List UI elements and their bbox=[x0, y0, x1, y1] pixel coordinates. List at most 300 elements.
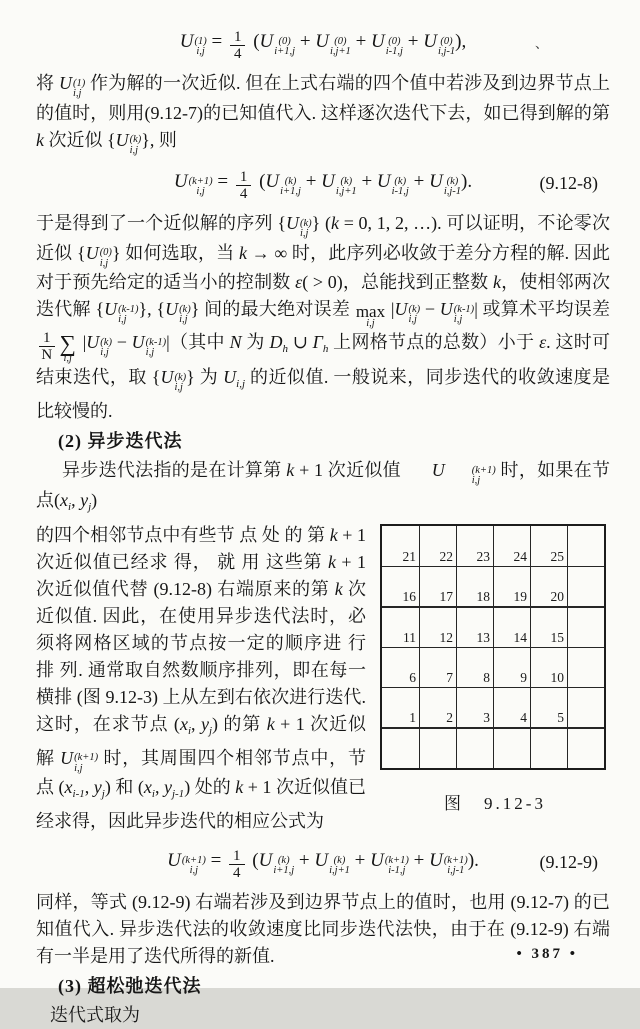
text-run: ) bbox=[91, 489, 98, 510]
text-run: + bbox=[300, 171, 322, 192]
math-subscript: i,j bbox=[408, 314, 417, 325]
u-term bbox=[116, 127, 142, 157]
sup-sub-stack bbox=[74, 753, 98, 774]
math-var: U bbox=[259, 31, 274, 52]
math-superscript: (1) bbox=[73, 77, 86, 89]
equation-number-9-12-8: (9.12-8) bbox=[539, 173, 598, 193]
lead-line bbox=[36, 1002, 610, 1029]
math-superscript: (k) bbox=[277, 854, 290, 866]
formula-3-content bbox=[167, 848, 479, 881]
u-term bbox=[377, 164, 409, 200]
sup-sub-stack bbox=[146, 338, 166, 359]
math-subscript: i,j bbox=[99, 257, 109, 269]
math-var: Γ bbox=[312, 332, 323, 352]
text-run: } 为 bbox=[186, 367, 224, 387]
math-var: U bbox=[371, 31, 385, 52]
text-run: ) 处的 bbox=[184, 777, 236, 797]
sup-sub-stack bbox=[454, 305, 474, 326]
math-var: U bbox=[429, 171, 443, 192]
math-var: U bbox=[429, 850, 443, 871]
math-subscript: i,j+1 bbox=[330, 46, 351, 57]
math-var: U bbox=[85, 242, 99, 263]
section-heading-2: (2) 异步迭代法 bbox=[58, 431, 183, 451]
formula-2-content bbox=[173, 169, 473, 202]
u-term bbox=[423, 24, 455, 60]
text-run: } 间的最大绝对误差 bbox=[190, 299, 355, 319]
u-term bbox=[167, 843, 206, 879]
math-subscript: i,j bbox=[174, 382, 183, 393]
u-term bbox=[370, 843, 409, 879]
grid-node-number: 10 bbox=[550, 669, 564, 685]
sup-sub-stack bbox=[130, 135, 142, 156]
text-run: + 1 次近似值代替 (9.12-8) 右端原来的第 bbox=[36, 551, 366, 599]
math-subscript: i,j+1 bbox=[329, 865, 350, 876]
grid-node-number: 19 bbox=[513, 589, 527, 605]
sup-sub-stack bbox=[444, 177, 461, 198]
text-run: ，使相邻两次迭代解 { bbox=[36, 272, 611, 319]
u-term bbox=[440, 296, 474, 326]
math-subscript: i,j bbox=[73, 88, 82, 99]
grid-node-number: 20 bbox=[550, 589, 564, 605]
numerator: 1 bbox=[39, 331, 55, 347]
paragraph-1 bbox=[36, 70, 610, 156]
math-var: U bbox=[165, 299, 179, 319]
sup-sub-stack bbox=[446, 466, 496, 487]
grid-node-number: 1 bbox=[409, 710, 416, 726]
math-superscript: (k) bbox=[300, 217, 312, 229]
text-run: ). bbox=[461, 171, 473, 192]
text-run: 上网格节点的总数）小于 bbox=[328, 332, 540, 352]
grid-node-number: 25 bbox=[550, 548, 564, 564]
text-run: , bbox=[71, 489, 81, 510]
u-term bbox=[265, 164, 301, 200]
math-superscript: (k) bbox=[446, 175, 459, 187]
sup-sub-stack bbox=[280, 177, 301, 198]
math-var: U bbox=[315, 31, 330, 52]
text-run: ( bbox=[254, 171, 266, 192]
sup-sub-stack bbox=[174, 373, 186, 394]
math-superscript: (k) bbox=[394, 175, 407, 187]
u-term bbox=[429, 164, 461, 200]
sup-sub-stack bbox=[385, 856, 409, 877]
math-subscript: i,j bbox=[196, 46, 205, 57]
text-run: }, 则 bbox=[141, 129, 177, 150]
u-term bbox=[371, 24, 403, 60]
grid-node-number: 14 bbox=[513, 629, 527, 645]
formula-1 bbox=[36, 24, 610, 62]
math-superscript: (1) bbox=[194, 35, 207, 47]
u-term bbox=[132, 329, 166, 359]
fraction bbox=[39, 331, 55, 363]
math-subscript: j bbox=[101, 788, 105, 800]
text-run: }, { bbox=[138, 299, 166, 319]
math-var: k bbox=[36, 129, 44, 150]
u-term bbox=[180, 24, 207, 60]
u-term bbox=[60, 745, 98, 775]
math-superscript: (k+1) bbox=[188, 175, 213, 187]
math-var: U bbox=[431, 460, 445, 480]
sum-operator bbox=[60, 333, 76, 364]
denominator: 4 bbox=[233, 46, 242, 62]
math-superscript: (k) bbox=[408, 303, 421, 315]
math-subscript: i,j bbox=[236, 378, 246, 390]
sup-sub-stack bbox=[330, 37, 351, 58]
math-subscript: i+1,j bbox=[274, 46, 296, 57]
text-run: 异步迭代法指的是在计算第 bbox=[62, 460, 287, 480]
math-superscript: (k) bbox=[284, 175, 297, 187]
sup-sub-stack bbox=[392, 177, 409, 198]
u-term bbox=[286, 210, 312, 240]
fraction bbox=[230, 30, 246, 62]
sup-sub-stack bbox=[300, 219, 312, 240]
math-superscript: (0) bbox=[388, 35, 401, 47]
sup-sub-stack bbox=[189, 177, 213, 198]
u-term bbox=[165, 296, 191, 326]
sup-sub-stack bbox=[100, 338, 112, 359]
math-var: y bbox=[163, 777, 172, 797]
math-subscript: h bbox=[282, 343, 288, 355]
math-subscript: i,j+1 bbox=[335, 186, 357, 197]
math-subscript: j-1 bbox=[171, 788, 185, 800]
math-superscript: (k+1) bbox=[384, 854, 409, 866]
text-run: + bbox=[408, 850, 430, 871]
sup-sub-stack bbox=[408, 305, 420, 326]
math-var: y bbox=[93, 777, 102, 797]
figure-caption: 图 9.12-3 bbox=[444, 793, 546, 813]
fraction bbox=[236, 170, 252, 202]
math-var: U bbox=[439, 299, 453, 319]
math-subscript: h bbox=[322, 343, 329, 355]
math-var: k bbox=[286, 460, 295, 480]
math-superscript: (0) bbox=[278, 35, 291, 47]
math-var: k bbox=[329, 524, 338, 545]
math-subscript: i+1,j bbox=[280, 186, 301, 197]
text-run: 的四个相邻节点中有些节 点 处 的 第 bbox=[36, 524, 330, 545]
math-var: U bbox=[314, 850, 329, 871]
math-subscript: i,j-1 bbox=[443, 186, 462, 197]
math-var: U bbox=[115, 129, 129, 150]
paragraph-3-intro bbox=[36, 457, 610, 521]
under-subscript: i,j bbox=[366, 318, 375, 329]
grid-line-horizontal bbox=[382, 687, 604, 688]
math-var: x bbox=[60, 489, 68, 510]
grid-node-number: 21 bbox=[402, 548, 416, 564]
math-subscript: i-1,j bbox=[388, 865, 406, 876]
text-run: 同样，等式 (9.12-9) 右端若涉及到边界节点上的值时，也用 (9.12-7) 的已知值代入. 异步迭代法的收敛速度比同步迭代法快，由于在 (9.12-9) 右端有一半是用了迭代所得的新值. bbox=[36, 892, 610, 966]
math-subscript: j bbox=[208, 724, 212, 737]
text-run: + bbox=[408, 171, 430, 192]
text-run: ( bbox=[248, 31, 260, 52]
text-run: + 1 次近似值已经求得，因此异步迭代的相应公式为 bbox=[36, 777, 366, 831]
math-superscript: (k) bbox=[174, 371, 187, 383]
math-subscript: i,j-1 bbox=[437, 46, 456, 57]
math-subscript: i,j bbox=[179, 314, 188, 325]
math-superscript: (k) bbox=[333, 854, 346, 866]
formula-3 bbox=[36, 843, 610, 881]
page-number: • 387 • bbox=[516, 946, 578, 962]
figure-9-12-3 bbox=[366, 524, 610, 817]
text-run: − bbox=[111, 332, 132, 352]
math-superscript: (k-1) bbox=[453, 303, 475, 315]
math-var: U bbox=[394, 299, 408, 319]
text-run: + bbox=[356, 171, 377, 192]
math-var: U bbox=[223, 367, 237, 387]
grid-node-number: 16 bbox=[402, 589, 416, 605]
sup-sub-stack bbox=[438, 37, 455, 58]
grid-line-horizontal bbox=[382, 647, 604, 648]
math-var: ε bbox=[295, 272, 303, 292]
grid-line-horizontal bbox=[382, 606, 604, 607]
text-run: | 或算术平均误差 bbox=[474, 299, 611, 319]
math-var: k bbox=[266, 713, 275, 734]
grid-node-number: 5 bbox=[557, 710, 564, 726]
math-var: x bbox=[143, 777, 152, 797]
math-var: U bbox=[86, 332, 100, 352]
fraction bbox=[229, 849, 245, 881]
stray-mark: 、 bbox=[534, 36, 548, 51]
text-figure-row bbox=[36, 522, 610, 836]
u-term bbox=[314, 843, 350, 879]
text-run: | bbox=[77, 332, 87, 352]
text-run: 时，其周围四个相邻节点中，节点 ( bbox=[36, 747, 366, 797]
formula-1-content bbox=[179, 29, 467, 62]
text-run: 的近似值. 一般说来，同步迭代的收敛速度是比较慢的. bbox=[36, 367, 611, 421]
math-superscript: (0) bbox=[440, 35, 453, 47]
math-var: y bbox=[200, 713, 209, 734]
u-term bbox=[160, 364, 186, 394]
text-run: + bbox=[402, 31, 424, 52]
math-subscript: i-1,j bbox=[385, 46, 403, 57]
math-var: U bbox=[423, 31, 437, 52]
math-subscript: i,j bbox=[118, 314, 127, 325]
math-var: k bbox=[235, 777, 244, 797]
math-subscript: i bbox=[151, 788, 155, 800]
math-var: k bbox=[334, 578, 343, 599]
math-subscript: i,j-1 bbox=[447, 865, 465, 876]
math-subscript: i-1 bbox=[72, 788, 85, 800]
text-run: ) 和 ( bbox=[104, 777, 144, 797]
math-subscript: i,j bbox=[471, 475, 481, 486]
text-run: + 1 次近似解 bbox=[36, 713, 367, 768]
text-run: ), bbox=[455, 31, 467, 52]
math-subscript: i,j bbox=[129, 144, 139, 156]
u-term bbox=[260, 24, 296, 60]
grid-node-number: 15 bbox=[550, 629, 564, 645]
math-subscript: i,j bbox=[189, 865, 199, 876]
text-run: = bbox=[206, 31, 227, 52]
math-var: y bbox=[80, 489, 89, 510]
text-run: → ∞ 时，此序列必收敛于差分方程的解. 因此对于预先给定的适当小的控制数 bbox=[36, 242, 610, 292]
text-run: ( bbox=[247, 850, 259, 871]
u-term bbox=[406, 457, 496, 487]
text-run: ) 的第 bbox=[212, 713, 267, 734]
grid-line-horizontal bbox=[382, 727, 604, 728]
u-term bbox=[174, 164, 213, 200]
grid-node-number: 2 bbox=[446, 710, 453, 726]
u-term bbox=[104, 296, 138, 326]
text-run: − bbox=[420, 299, 440, 319]
math-subscript: i-1,j bbox=[391, 186, 409, 197]
text-run: = bbox=[212, 171, 233, 192]
math-var: U bbox=[321, 171, 335, 192]
sup-sub-stack bbox=[118, 305, 138, 326]
math-var: U bbox=[258, 850, 273, 871]
math-var: ε bbox=[539, 332, 547, 352]
u-term bbox=[394, 296, 420, 326]
sup-sub-stack bbox=[182, 856, 206, 877]
math-var: k bbox=[328, 551, 336, 572]
math-superscript: (k) bbox=[340, 175, 353, 187]
math-var: k bbox=[239, 242, 248, 263]
grid-node-number: 23 bbox=[476, 548, 490, 564]
sup-sub-stack bbox=[179, 305, 191, 326]
math-var: U bbox=[167, 850, 181, 871]
text-run: , bbox=[84, 777, 94, 797]
u-term bbox=[86, 240, 112, 270]
sigma-icon: ∑ bbox=[59, 331, 76, 356]
text-run: ( > 0)，总能找到正整数 bbox=[302, 272, 493, 292]
grid-node-number: 12 bbox=[439, 629, 453, 645]
max-operator bbox=[356, 304, 385, 329]
text-run: + 1 次近似值已经求 得， 就 用 这些第 bbox=[36, 524, 367, 572]
sup-sub-stack bbox=[273, 856, 294, 877]
grid-line-horizontal bbox=[382, 566, 604, 567]
denominator: N bbox=[41, 347, 53, 363]
math-var: k bbox=[492, 272, 501, 292]
text-run: 迭代式取为 bbox=[50, 1005, 140, 1025]
text-run: 作为解的一次近似. 但在上式右端的四个值中若涉及到边界节点上的值时，则用(9.12-7)的已知值代入. 这样逐次迭代下去，如已得到解的第 bbox=[36, 73, 610, 123]
math-subscript: i,j bbox=[145, 347, 155, 358]
denominator: 4 bbox=[233, 865, 241, 881]
under-subscript: i,j bbox=[63, 353, 72, 364]
sup-sub-stack bbox=[274, 37, 295, 58]
math-var: D bbox=[269, 332, 283, 352]
text-run: ∪ bbox=[287, 332, 313, 352]
math-superscript: (k) bbox=[129, 134, 142, 145]
grid-node-number: 3 bbox=[483, 710, 490, 726]
paragraph-3-left-column bbox=[36, 522, 366, 836]
math-superscript: (0) bbox=[99, 247, 112, 258]
math-superscript: (0) bbox=[334, 35, 347, 47]
math-subscript: i bbox=[68, 500, 72, 513]
operator-name: max bbox=[355, 302, 386, 321]
u-term bbox=[59, 70, 85, 100]
math-var: U bbox=[104, 299, 118, 319]
math-var: U bbox=[370, 850, 384, 871]
math-superscript: (k+1) bbox=[74, 752, 99, 763]
u-term bbox=[429, 843, 468, 879]
text-run: |（其中 bbox=[166, 332, 230, 352]
math-subscript: i,j bbox=[100, 347, 109, 358]
numerator: 1 bbox=[236, 170, 252, 186]
text-run: } ( bbox=[311, 213, 331, 233]
grid-node-number: 17 bbox=[439, 589, 453, 605]
numerator: 1 bbox=[230, 30, 246, 46]
grid-node-number: 4 bbox=[520, 710, 527, 726]
sup-sub-stack bbox=[336, 177, 357, 198]
text-run: = bbox=[205, 850, 227, 871]
math-subscript: i,j bbox=[196, 186, 205, 197]
math-var: N bbox=[229, 332, 242, 352]
grid-node-number: 11 bbox=[403, 629, 416, 645]
section-heading-3: (3) 超松弛迭代法 bbox=[58, 976, 202, 996]
text-run: + bbox=[295, 31, 316, 52]
grid-node-number: 18 bbox=[476, 589, 490, 605]
math-var: x bbox=[64, 777, 73, 797]
text-run: 为 bbox=[241, 332, 270, 352]
math-superscript: (k) bbox=[179, 303, 191, 315]
math-superscript: (k-1) bbox=[145, 336, 167, 348]
text-run: ). bbox=[467, 850, 479, 871]
text-run: . 这时可结束迭代，取 { bbox=[36, 332, 611, 387]
sup-sub-stack bbox=[329, 856, 350, 877]
text-run: + bbox=[349, 850, 371, 871]
grid-node-number: 8 bbox=[483, 669, 490, 685]
math-var: U bbox=[286, 213, 299, 233]
text-run: + 1 次近似值 bbox=[294, 460, 406, 480]
text-run: 于是得到了一个近似解的序列 { bbox=[36, 213, 286, 233]
math-var: U bbox=[60, 747, 74, 768]
grid-node-number: 9 bbox=[520, 669, 527, 685]
text-run: + bbox=[294, 850, 315, 871]
math-var: k bbox=[331, 213, 339, 233]
text-run: , bbox=[191, 713, 201, 734]
u-term bbox=[86, 329, 112, 359]
text-run: 次近似值. 因此，在使用异步迭代法时，必须将网格区域的节点按一定的顺序进 行 排 列. 通常取自然数顺序排列，即在每一横排 (图 9.12-3) 上从左到右依次进行迭代. 这时，在求节点 ( bbox=[36, 578, 367, 734]
math-var: U bbox=[173, 171, 188, 192]
sup-sub-stack bbox=[444, 856, 468, 877]
math-superscript: (k+1) bbox=[181, 854, 206, 866]
math-var: U bbox=[265, 171, 280, 192]
text-run: | bbox=[386, 299, 395, 319]
math-var: U bbox=[160, 367, 174, 387]
math-superscript: (k+1) bbox=[443, 854, 468, 866]
sup-sub-stack bbox=[73, 79, 85, 100]
math-subscript: i,j bbox=[300, 228, 309, 239]
math-subscript: i+1,j bbox=[273, 865, 295, 876]
text-run: , bbox=[154, 777, 164, 797]
numerator: 1 bbox=[229, 849, 245, 865]
grid-node-number: 13 bbox=[476, 629, 490, 645]
grid-node-number: 6 bbox=[409, 669, 416, 685]
u-term bbox=[259, 843, 295, 879]
math-subscript: j bbox=[88, 500, 92, 513]
text-run: + bbox=[350, 31, 372, 52]
math-subscript: i,j bbox=[453, 314, 463, 325]
grid-figure bbox=[380, 524, 606, 770]
u-term bbox=[321, 164, 357, 200]
grid-node-number: 22 bbox=[439, 548, 453, 564]
denominator: 4 bbox=[239, 186, 248, 202]
u-term bbox=[315, 24, 351, 60]
text-run: = 0, 1, 2, …). 可以证明，不论零次近似 { bbox=[36, 213, 610, 263]
math-var: U bbox=[131, 332, 145, 352]
text-run: 次近似 { bbox=[44, 129, 116, 150]
sup-sub-stack bbox=[386, 37, 403, 58]
text-run: 将 bbox=[36, 73, 59, 93]
formula-2 bbox=[36, 164, 610, 202]
math-subscript: i bbox=[187, 724, 191, 737]
sup-sub-stack bbox=[100, 248, 112, 269]
math-var: U bbox=[59, 73, 72, 93]
math-superscript: (k) bbox=[100, 336, 112, 348]
grid-node-number: 7 bbox=[446, 669, 453, 685]
equation-number-9-12-9: (9.12-9) bbox=[539, 852, 598, 872]
math-var: x bbox=[179, 713, 188, 734]
math-var: U bbox=[179, 31, 194, 52]
math-superscript: (k-1) bbox=[118, 303, 139, 315]
paragraph-2 bbox=[36, 210, 610, 425]
